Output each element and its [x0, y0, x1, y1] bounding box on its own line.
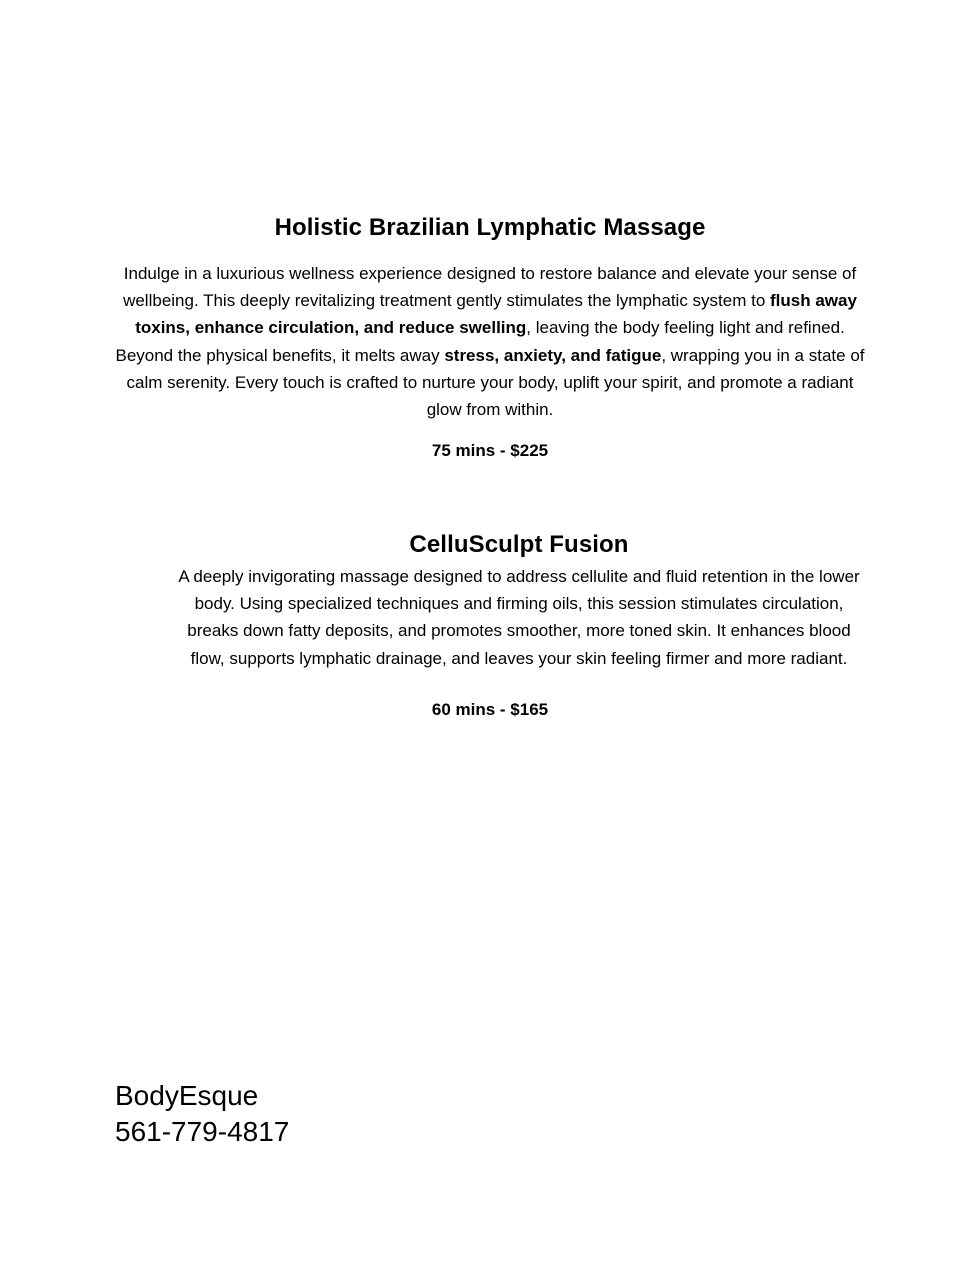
description-text: Indulge in a luxurious wellness experience designed to restore balance and elevate your sense of wellbeing. This deeply revitalizing treatment gently stimulates the lymphatic system to [123, 264, 857, 311]
description-text: , wrapping you in a state of calm serenity. Every touch is crafted to nurture your body, uplift your spirit, and promote a radiant glow from within. [126, 345, 865, 420]
business-name: BodyEsque [115, 1080, 259, 1111]
service-cellusculpt-fusion [178, 527, 860, 720]
description-highlight: stress, anxiety, and fatigue [444, 345, 662, 365]
service-title: CelluSculpt Fusion [409, 531, 629, 558]
service-description [112, 260, 868, 423]
service-lymphatic-massage [112, 210, 868, 461]
service-description: A deeply invigorating massage designed to address cellulite and fluid retention in the lower body. Using specialized techniques and firming oils, this session stimulates circulation, breaks down fatty deposits, and promotes smoother, more toned skin. It enhances blood flow, supports lymphatic drainage, and leaves your skin feeling firmer and more radiant. [178, 567, 860, 668]
description-text: , leaving the body feeling light and refined. Beyond the physical benefits, it melts away [115, 318, 845, 365]
phone-number[interactable]: 561-779-4817 [115, 1116, 290, 1147]
description-highlight: flush away toxins, enhance circulation, and reduce swelling [135, 291, 857, 338]
contact-footer [115, 1078, 289, 1150]
service-price: 60 mins - $165 [431, 699, 549, 719]
service-title: Holistic Brazilian Lymphatic Massage [274, 214, 706, 241]
service-price: 75 mins - $225 [431, 441, 549, 461]
